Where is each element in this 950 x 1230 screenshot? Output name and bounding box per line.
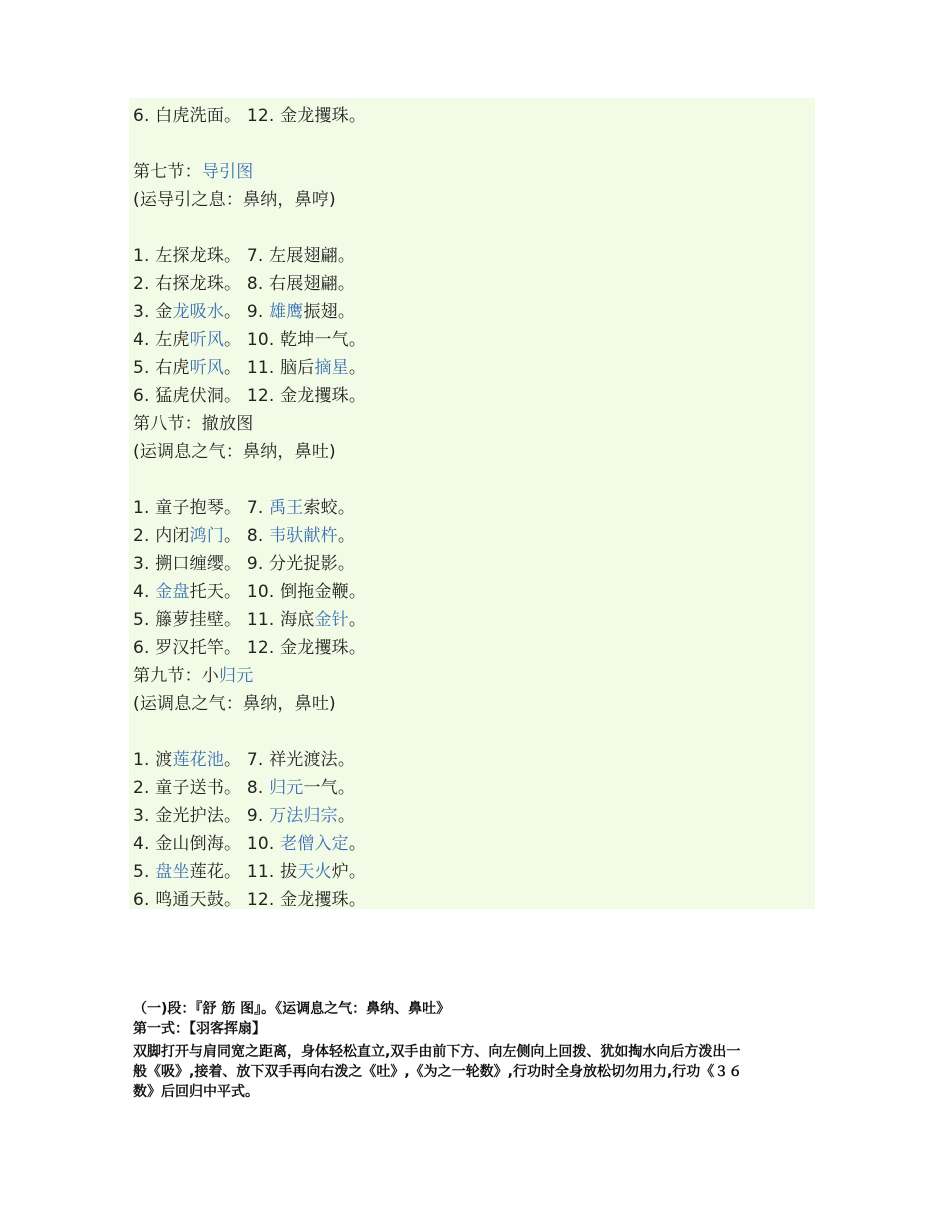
text-segment: 1. 童子抱琴。 7.	[133, 498, 270, 518]
text-link[interactable]: 雄鹰	[269, 302, 304, 322]
text-segment: 。 11. 脑后	[224, 358, 315, 378]
text-line	[133, 299, 355, 325]
text-link[interactable]: 归元	[269, 778, 304, 798]
text-segment: 5.	[133, 862, 156, 882]
text-link[interactable]: 万法归宗	[269, 806, 338, 826]
text-link[interactable]: 听风	[189, 358, 225, 378]
text-line	[133, 579, 366, 605]
text-line	[133, 327, 366, 353]
text-link[interactable]: 禹王	[269, 498, 304, 518]
text-segment: 6. 猛虎伏洞。 12. 金龙攫珠。	[133, 386, 367, 406]
text-segment: 一气。	[303, 778, 356, 798]
text-line	[133, 355, 366, 381]
text-segment: 。	[337, 806, 356, 826]
text-segment: 。 9.	[224, 302, 270, 322]
text-segment: 。	[348, 834, 367, 854]
text-segment: 4. 金山倒海。 10.	[133, 834, 281, 854]
text-segment: 。 10. 乾坤一气。	[224, 330, 367, 350]
text-line	[133, 775, 355, 801]
text-line	[133, 411, 253, 437]
text-line	[133, 887, 366, 913]
text-segment: 2. 童子送书。 8.	[133, 778, 270, 798]
text-link[interactable]: 金针	[314, 610, 349, 630]
text-line	[133, 663, 253, 689]
text-line	[133, 187, 336, 213]
text-line	[133, 691, 336, 717]
text-line	[133, 831, 366, 857]
text-link[interactable]: 归元	[219, 666, 254, 686]
paragraph-line-3: 数》后回归中平式。	[133, 1084, 259, 1100]
text-segment: 3. 金光护法。 9.	[133, 806, 270, 826]
text-link[interactable]: 摘星	[314, 358, 349, 378]
text-segment: 2. 内闭	[133, 526, 190, 546]
text-segment: (运调息之气：鼻纳，鼻吐)	[133, 442, 336, 462]
text-line	[133, 523, 355, 549]
text-segment: 6. 白虎洗面。 12. 金龙攫珠。	[133, 106, 367, 126]
text-line	[133, 495, 355, 521]
text-line	[133, 383, 366, 409]
text-segment: 。	[337, 526, 356, 546]
text-segment: 4.	[133, 582, 156, 602]
text-link[interactable]: 韦驮献杵	[269, 526, 338, 546]
text-line	[133, 271, 355, 297]
text-segment: 1. 左探龙珠。 7. 左展翅翩。	[133, 246, 356, 266]
text-segment: 3. 金	[133, 302, 173, 322]
text-link[interactable]: 盘坐	[155, 862, 190, 882]
text-line	[133, 551, 355, 577]
text-link[interactable]: 鸿门	[189, 526, 225, 546]
text-link[interactable]: 龙吸水	[172, 302, 225, 322]
text-segment: 托天。 10. 倒拖金鞭。	[189, 582, 367, 602]
text-segment: (运调息之气：鼻纳，鼻吐)	[133, 694, 336, 714]
text-segment: 振翅。	[303, 302, 356, 322]
paragraph-line-1: 双脚打开与肩同宽之距离，身体轻松直立,双手由前下方、向左侧向上回拨、犹如掏水向后方泼出一	[133, 1044, 741, 1060]
text-line	[133, 103, 366, 129]
paragraph-line-2: 般《吸》,接着、放下双手再向右泼之《吐》,《为之一轮数》,行功时全身放松切勿用力,行功《３６	[133, 1064, 743, 1080]
text-segment: 。 7. 祥光渡法。	[224, 750, 356, 770]
text-link[interactable]: 导引图	[201, 162, 254, 182]
text-segment: 1. 渡	[133, 750, 173, 770]
text-line	[133, 159, 253, 185]
text-line	[133, 859, 366, 885]
text-segment: (运导引之息：鼻纳，鼻哼)	[133, 190, 336, 210]
text-line	[133, 607, 366, 633]
text-link[interactable]: 天火	[297, 862, 332, 882]
text-line	[133, 803, 355, 829]
text-segment: 。 8.	[224, 526, 270, 546]
text-segment: 第八节：撤放图	[133, 414, 254, 434]
text-link[interactable]: 金盘	[155, 582, 190, 602]
text-line	[133, 243, 355, 269]
text-link[interactable]: 莲花池	[172, 750, 225, 770]
text-segment: 6. 罗汉托竿。 12. 金龙攫珠。	[133, 638, 367, 658]
text-segment: 。	[348, 610, 367, 630]
text-segment: 5. 右虎	[133, 358, 190, 378]
text-segment: 炉。	[331, 862, 367, 882]
text-segment: 索蛟。	[303, 498, 356, 518]
text-line	[133, 635, 366, 661]
section-heading: （一)段：『舒 筋 图』。《运调息之气：鼻纳、鼻吐》	[133, 1001, 451, 1017]
form-title: 第一式：【羽客挥扇】	[133, 1021, 266, 1037]
text-line	[133, 747, 355, 773]
text-link[interactable]: 听风	[189, 330, 225, 350]
text-line	[133, 439, 336, 465]
text-segment: 第九节：小	[133, 666, 219, 686]
text-segment: 6. 鸣通天鼓。 12. 金龙攫珠。	[133, 890, 367, 910]
text-segment: 2. 右探龙珠。 8. 右展翅翩。	[133, 274, 356, 294]
text-segment: 3. 搠口缠缨。 9. 分光捉影。	[133, 554, 356, 574]
text-segment: 4. 左虎	[133, 330, 190, 350]
text-segment: 莲花。 11. 拔	[189, 862, 298, 882]
text-segment: 。	[348, 358, 367, 378]
text-segment: 5. 籐萝挂壁。 11. 海底	[133, 610, 315, 630]
text-link[interactable]: 老僧入定	[280, 834, 349, 854]
text-segment: 第七节：	[133, 162, 202, 182]
